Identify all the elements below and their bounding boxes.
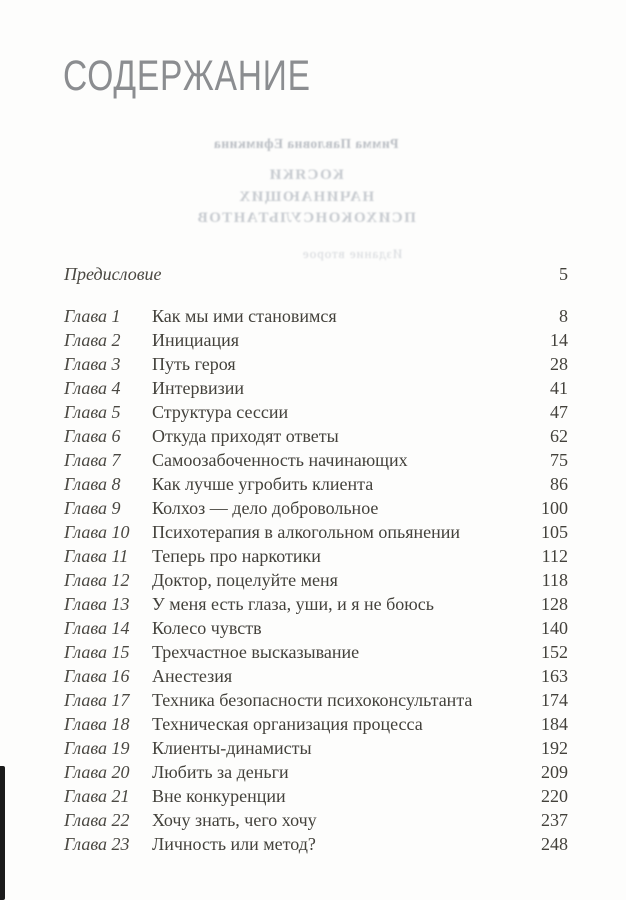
chapter-label: Глава 3	[64, 354, 121, 374]
dot-leader	[465, 520, 540, 544]
chapter-page-number: 75	[550, 450, 568, 470]
dot-leader	[326, 544, 541, 568]
bleedthrough-edition: Издание второе	[301, 246, 403, 261]
toc-row	[64, 544, 568, 568]
chapter-title: Путь героя	[152, 354, 236, 374]
chapter-page-number: 41	[550, 378, 568, 398]
toc-row	[64, 808, 568, 832]
toc-row	[64, 472, 568, 496]
chapter-title: Трехчастное высказывание	[152, 642, 360, 662]
chapter-label: Глава 9	[64, 498, 121, 518]
chapter-title: У меня есть глаза, уши, и я не боюсь	[152, 594, 434, 614]
toc-row	[64, 400, 568, 424]
chapter-label: Глава 5	[64, 402, 121, 422]
toc-row	[64, 664, 568, 688]
dot-leader	[428, 712, 540, 736]
chapter-title: Как мы ими становимся	[152, 306, 337, 326]
toc-row	[64, 736, 568, 760]
toc-row	[64, 424, 568, 448]
toc-row	[64, 448, 568, 472]
chapter-label: Глава 1	[64, 306, 121, 326]
dot-leader	[344, 424, 549, 448]
chapter-page-number: 248	[541, 834, 568, 854]
chapter-page-number: 47	[550, 402, 568, 422]
table-of-contents	[64, 262, 568, 856]
dot-leader	[343, 568, 541, 592]
dot-leader	[378, 472, 549, 496]
page-edge-shadow	[0, 766, 5, 900]
chapter-label: Глава 14	[64, 618, 130, 638]
toc-row	[64, 592, 568, 616]
toc-row	[64, 784, 568, 808]
toc-row	[64, 688, 568, 712]
chapter-page-number: 209	[541, 762, 568, 782]
chapter-title: Как лучше угробить клиента	[152, 474, 374, 494]
chapter-title: Самоозабоченность начинающих	[152, 450, 408, 470]
dot-leader	[294, 760, 540, 784]
chapter-title: Психотерапия в алкогольном опьянении	[152, 522, 461, 542]
chapter-label: Глава 6	[64, 426, 121, 446]
chapter-label: Глава 22	[64, 810, 130, 830]
chapter-title: Техническая организация процесса	[152, 714, 423, 734]
dot-leader	[342, 304, 558, 328]
toc-row	[64, 616, 568, 640]
toc-row	[64, 376, 568, 400]
chapter-page-number: 100	[541, 498, 568, 518]
chapter-page-number: 220	[541, 786, 568, 806]
chapter-page-number: 86	[550, 474, 568, 494]
chapter-label: Глава 10	[64, 522, 130, 542]
toc-row	[64, 352, 568, 376]
chapter-title: Структура сессии	[152, 402, 289, 422]
toc-row	[64, 640, 568, 664]
chapter-label: Глава 12	[64, 570, 130, 590]
chapter-title: Теперь про наркотики	[152, 546, 321, 566]
dot-leader	[249, 376, 549, 400]
page-title: СОДЕРЖАНИЕ	[63, 52, 311, 100]
toc-row	[64, 328, 568, 352]
chapter-label: Глава 4	[64, 378, 121, 398]
chapter-title: Личность или метод?	[152, 834, 316, 854]
bleedthrough-title-line-3: ПСИХОКОНСУЛЬТАНТОВ	[196, 210, 416, 226]
chapter-title: Колхоз — дело добровольное	[152, 498, 379, 518]
dot-leader	[291, 784, 540, 808]
chapter-label: Глава 11	[64, 546, 129, 566]
bleedthrough-block	[150, 136, 462, 230]
chapter-label: Глава 20	[64, 762, 130, 782]
chapter-page-number: 140	[541, 618, 568, 638]
toc-row	[64, 760, 568, 784]
dot-leader	[364, 640, 540, 664]
toc-row	[64, 568, 568, 592]
toc-row-preface	[64, 262, 568, 286]
chapter-title: Колесо чувств	[152, 618, 262, 638]
chapter-title: Интервизии	[152, 378, 244, 398]
dot-leader	[167, 262, 558, 286]
chapter-page-number: 128	[541, 594, 568, 614]
toc-row	[64, 496, 568, 520]
chapter-page-number: 8	[559, 306, 568, 326]
dot-leader	[241, 352, 549, 376]
dot-leader	[321, 832, 540, 856]
dot-leader	[267, 616, 540, 640]
chapter-label: Глава 18	[64, 714, 130, 734]
chapter-title: Инициация	[152, 330, 240, 350]
dot-leader	[293, 400, 549, 424]
dot-leader	[237, 664, 540, 688]
dot-leader	[244, 328, 549, 352]
chapter-page-number: 14	[550, 330, 568, 350]
dot-leader	[413, 448, 549, 472]
chapter-title: Откуда приходят ответы	[152, 426, 339, 446]
chapter-label: Глава 8	[64, 474, 121, 494]
dot-leader	[317, 736, 540, 760]
chapter-page-number: 118	[541, 570, 568, 590]
dot-leader	[383, 496, 540, 520]
chapter-list	[64, 304, 568, 856]
toc-row	[64, 304, 568, 328]
preface-label: Предисловие	[64, 264, 162, 284]
chapter-page-number: 152	[541, 642, 568, 662]
chapter-label: Глава 21	[64, 786, 130, 806]
chapter-label: Глава 19	[64, 738, 130, 758]
chapter-page-number: 174	[541, 690, 568, 710]
bleedthrough-title-line-2: НАЧИНАЮЩИХ	[237, 188, 375, 205]
toc-row	[64, 712, 568, 736]
chapter-title: Хочу знать, чего хочу	[152, 810, 317, 830]
chapter-page-number: 105	[541, 522, 568, 542]
chapter-label: Глава 15	[64, 642, 130, 662]
chapter-title: Техника безопасности психоконсультанта	[152, 690, 473, 710]
chapter-page-number: 192	[541, 738, 568, 758]
chapter-title: Любить за деньги	[152, 762, 289, 782]
chapter-label: Глава 23	[64, 834, 130, 854]
chapter-title: Клиенты-динамисты	[152, 738, 312, 758]
chapter-label: Глава 16	[64, 666, 130, 686]
chapter-page-number: 112	[541, 546, 568, 566]
dot-leader	[477, 688, 540, 712]
toc-row	[64, 832, 568, 856]
chapter-title: Вне конкуренции	[152, 786, 286, 806]
chapter-page-number: 237	[541, 810, 568, 830]
chapter-label: Глава 7	[64, 450, 121, 470]
chapter-page-number: 28	[550, 354, 568, 374]
dot-leader	[322, 808, 540, 832]
chapter-title: Доктор, поцелуйте меня	[152, 570, 338, 590]
chapter-title: Анестезия	[152, 666, 233, 686]
bleedthrough-author: Римма Павловна Ефимкина	[213, 136, 399, 151]
chapter-page-number: 163	[541, 666, 568, 686]
toc-row	[64, 520, 568, 544]
bleedthrough-title-line-1: КОСЯКИ	[268, 167, 344, 183]
preface-page-number: 5	[559, 264, 568, 284]
chapter-label: Глава 2	[64, 330, 121, 350]
chapter-page-number: 62	[550, 426, 568, 446]
chapter-label: Глава 13	[64, 594, 130, 614]
chapter-label: Глава 17	[64, 690, 130, 710]
chapter-page-number: 184	[541, 714, 568, 734]
dot-leader	[439, 592, 540, 616]
